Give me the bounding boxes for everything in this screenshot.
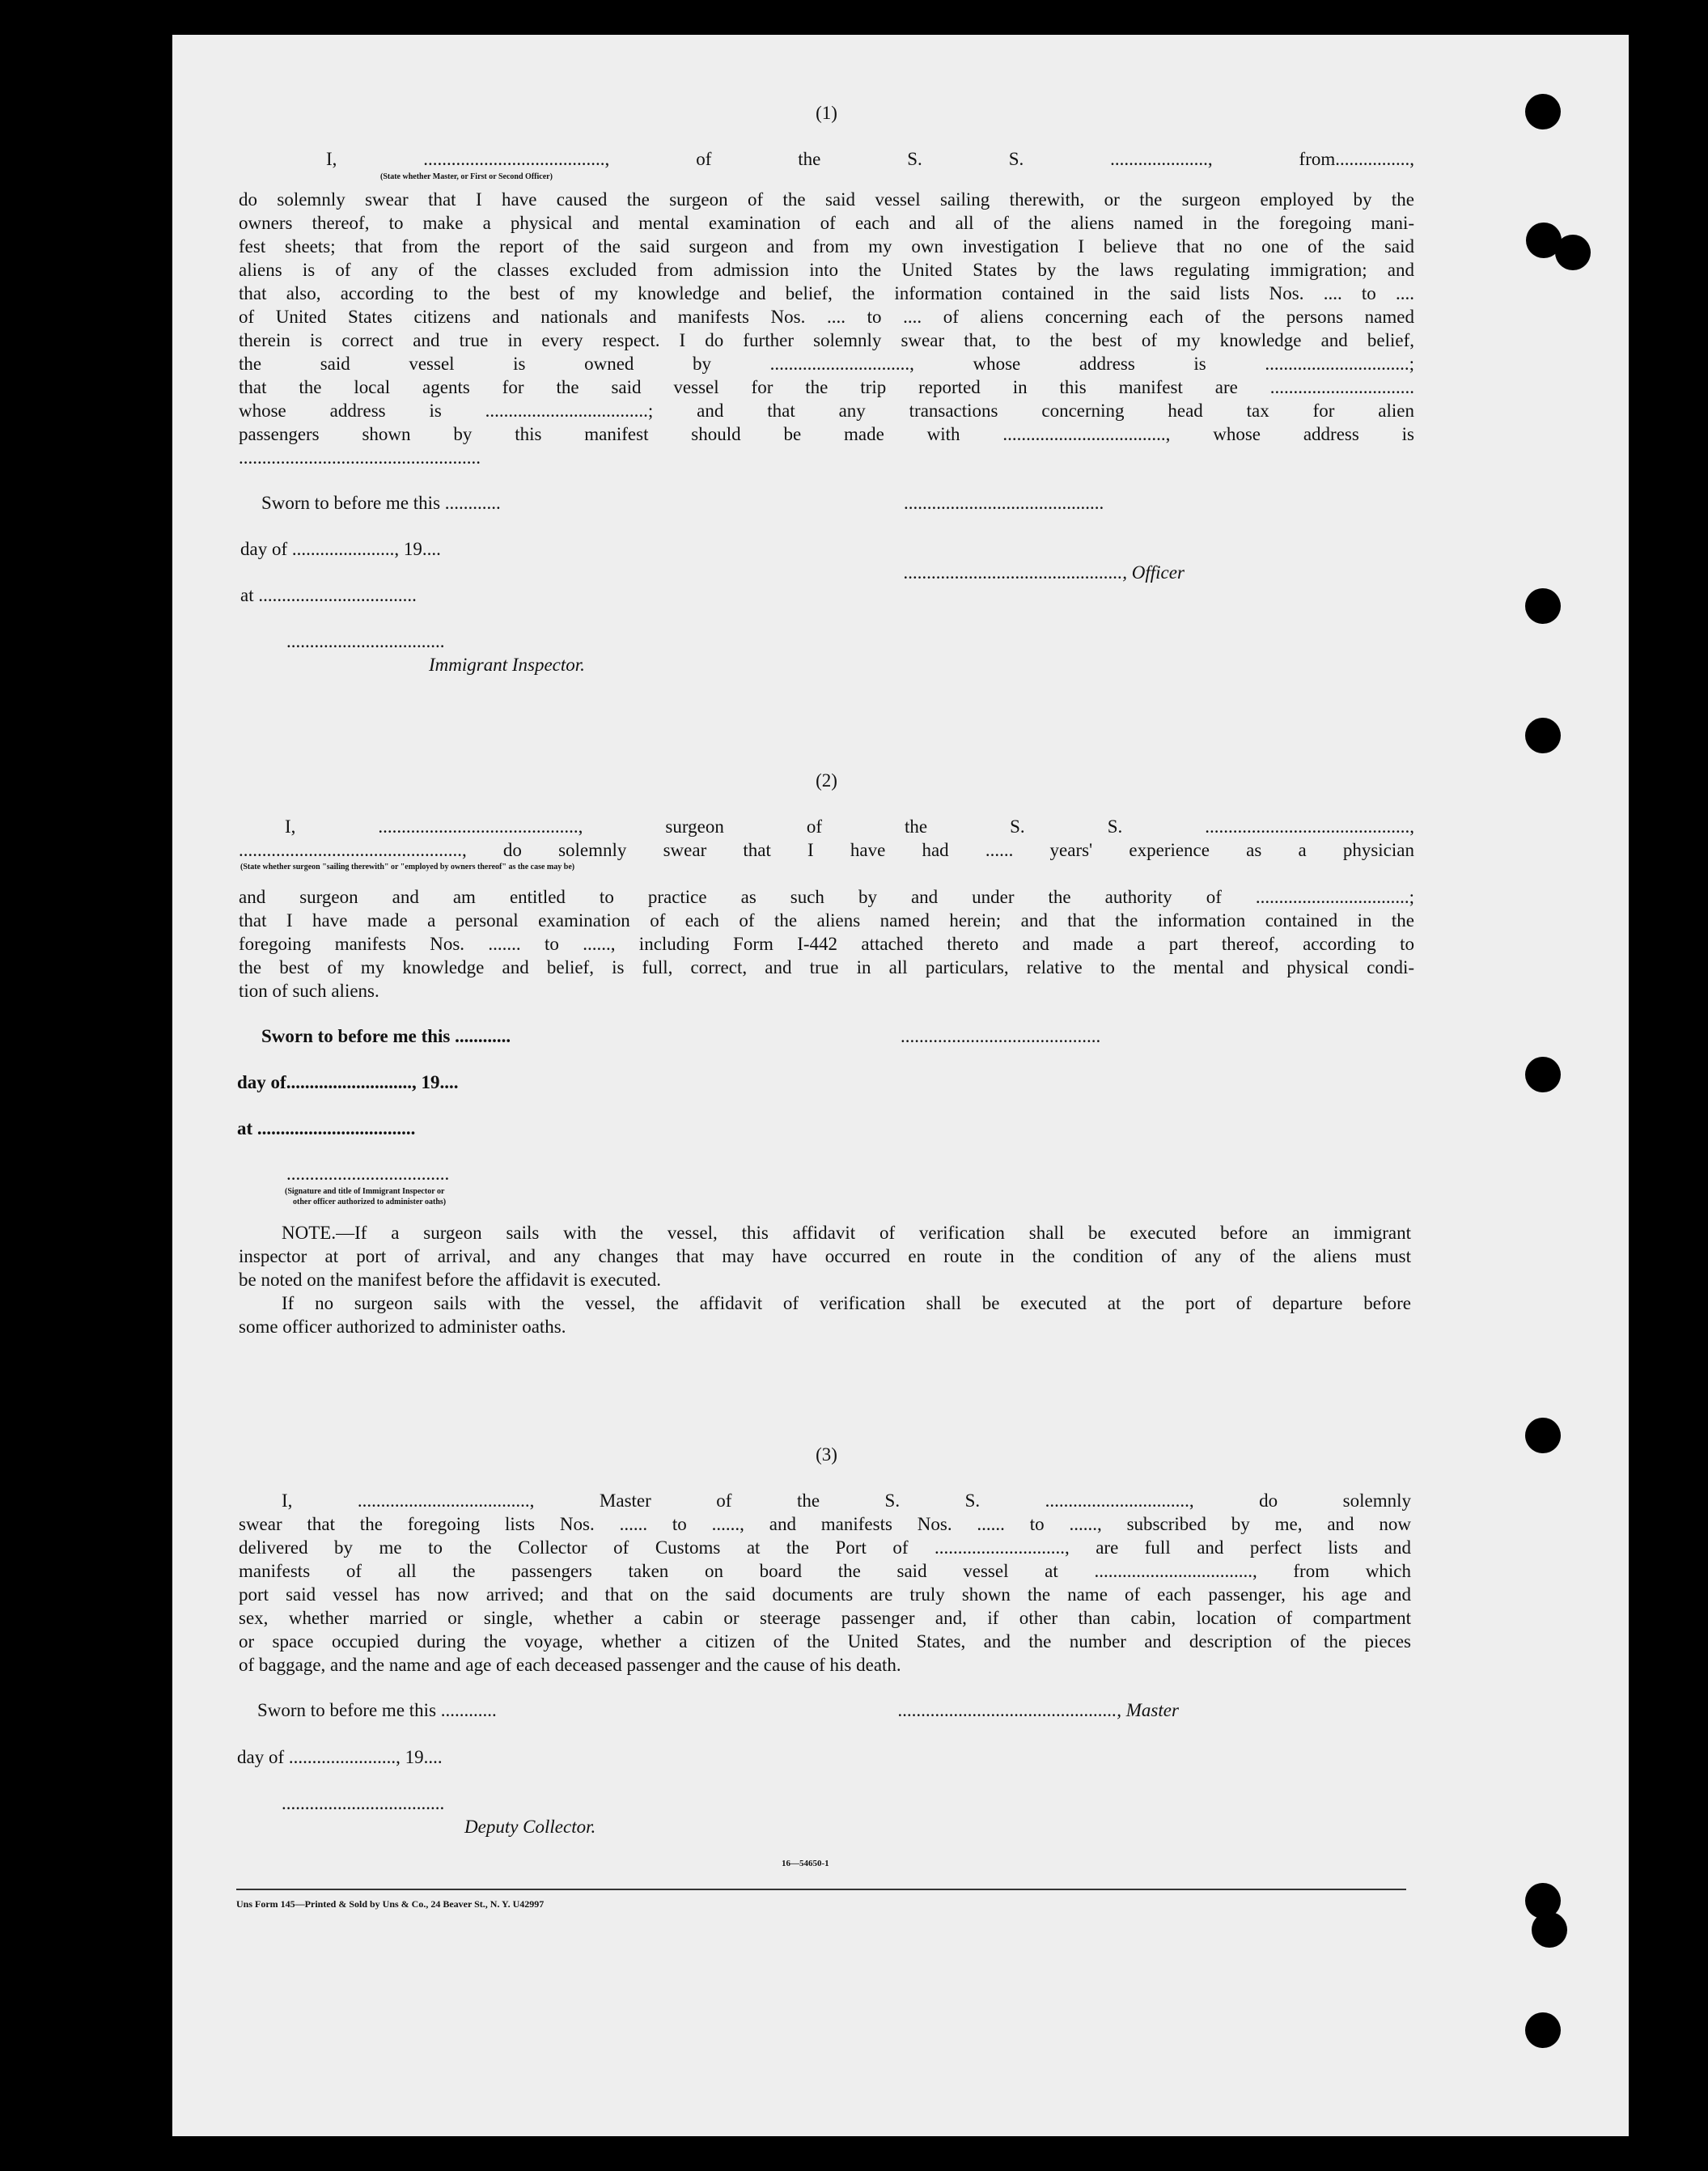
punch-hole bbox=[1525, 2012, 1561, 2048]
punch-hole bbox=[1525, 94, 1561, 129]
section-1-heading: (1) bbox=[816, 103, 837, 123]
section-1-body-line: .................................................... bbox=[239, 447, 481, 468]
section-1-body-line: whose address is ...................................; and that any transactions concerning head tax for alien bbox=[239, 401, 1414, 421]
section-2-sworn: Sworn to before me this ............ bbox=[261, 1026, 511, 1046]
section-3-body-line: swear that the foregoing lists Nos. ...... to ......, and manifests Nos. ...... to ......, subscribed by me, and now bbox=[239, 1514, 1411, 1534]
section-2-note-line: If no surgeon sails with the vessel, the affidavit of verification shall be executed at the port of departure before bbox=[282, 1293, 1411, 1313]
section-3-heading: (3) bbox=[816, 1444, 837, 1465]
section-3-body-line: or space occupied during the voyage, whether a citizen of the United States, and the number and description of the pieces bbox=[239, 1631, 1411, 1652]
section-1-caption: (State whether Master, or First or Second Officer) bbox=[380, 172, 553, 181]
section-2-surgeon-dots: ........................................... bbox=[901, 1026, 1101, 1046]
section-1-sworn: Sworn to before me this ............ bbox=[261, 493, 501, 513]
section-2-body-line: that I have made a personal examination of each of the aliens named herein; and that the information contained in the bbox=[239, 910, 1414, 931]
footer-rule bbox=[236, 1889, 1406, 1890]
form-code: 16—54650-1 bbox=[782, 1859, 829, 1868]
punch-hole bbox=[1555, 235, 1591, 270]
section-3-body-line: of baggage, and the name and age of each deceased passenger and the cause of his death. bbox=[239, 1655, 901, 1675]
section-2-body-line: and surgeon and am entitled to practice as such by and under the authority of .................................; bbox=[239, 887, 1414, 907]
section-3-collector-dots: ................................... bbox=[282, 1793, 445, 1813]
section-3-body-line: I, ....................................., Master of the S. S. ..............................., do solemnly bbox=[282, 1490, 1411, 1511]
section-2-signature-dots: ................................... bbox=[286, 1164, 450, 1184]
section-1-body-line: fest sheets; that from the report of the said surgeon and from my own investigation I believe that no one of the said bbox=[239, 236, 1414, 257]
section-2-opening-line: I, ..........................................., surgeon of the S. S. ............................................, bbox=[285, 816, 1414, 837]
section-2-opening-line: ................................................, do solemnly swear that I have had ...... years' experience as a physician bbox=[239, 840, 1414, 860]
section-3-body-line: sex, whether married or single, whether a cabin or steerage passenger and, if other than cabin, location of compartment bbox=[239, 1608, 1411, 1628]
section-3-master-signature: ..............................................., Master bbox=[898, 1700, 1179, 1720]
section-2-heading: (2) bbox=[816, 770, 837, 791]
section-1-body-line: therein is correct and true in every respect. I do further solemnly swear that, to the best of my knowledge and belief, bbox=[239, 330, 1414, 350]
section-1-body-line: that the local agents for the said vessel for the trip reported in this manifest are ............................... bbox=[239, 377, 1414, 397]
section-1-body-line: the said vessel is owned by .............................., whose address is ...............................; bbox=[239, 354, 1414, 374]
section-2-note-line: some officer authorized to administer oaths. bbox=[239, 1317, 566, 1337]
section-3-collector-label: Deputy Collector. bbox=[464, 1817, 596, 1837]
section-2-note-line: NOTE.—If a surgeon sails with the vessel, this affidavit of verification shall be executed before an immigrant bbox=[282, 1223, 1411, 1243]
section-2-signature-caption: other officer authorized to administer oaths) bbox=[293, 1198, 447, 1206]
section-3-sworn: Sworn to before me this ............ bbox=[257, 1700, 497, 1720]
punch-hole bbox=[1525, 1418, 1561, 1453]
section-3-body-line: manifests of all the passengers taken on board the said vessel at .................................., from which bbox=[239, 1561, 1411, 1581]
section-2-caption: (State whether surgeon "sailing therewith" or "employed by owners thereof" as the case may be) bbox=[240, 863, 575, 871]
section-1-body-line: of United States citizens and nationals and manifests Nos. .... to .... of aliens concerning each of the persons named bbox=[239, 307, 1414, 327]
punch-hole bbox=[1525, 1057, 1561, 1092]
section-2-signature-caption: (Signature and title of Immigrant Inspector or bbox=[285, 1187, 445, 1196]
section-2-at: at .................................. bbox=[237, 1118, 416, 1139]
section-1-body-line: that also, according to the best of my knowledge and belief, the information contained in the said lists Nos. .... to .... bbox=[239, 283, 1414, 303]
punch-hole bbox=[1532, 1912, 1567, 1948]
section-2-body-line: tion of such aliens. bbox=[239, 981, 379, 1001]
section-1-body-line: do solemnly swear that I have caused the surgeon of the said vessel sailing therewith, or the surgeon employed by the bbox=[239, 189, 1414, 210]
section-2-note-line: be noted on the manifest before the affidavit is executed. bbox=[239, 1270, 661, 1290]
printer-imprint: Uns Form 145—Printed & Sold by Uns & Co., 24 Beaver St., N. Y. U42997 bbox=[236, 1898, 545, 1910]
section-1-day-of: day of ......................, 19.... bbox=[240, 539, 441, 559]
section-1-body-line: aliens is of any of the classes excluded from admission into the United States by the laws regulating immigration; and bbox=[239, 260, 1414, 280]
section-1-body-line: passengers shown by this manifest should be made with ..................................., whose address is bbox=[239, 424, 1414, 444]
section-2-body-line: foregoing manifests Nos. ....... to ......, including Form I-442 attached thereto and made a part thereof, according to bbox=[239, 934, 1414, 954]
section-2-day-of: day of..........................., 19.... bbox=[237, 1072, 459, 1092]
section-3-day-of: day of ......................., 19.... bbox=[237, 1747, 443, 1767]
section-1-opening-line: I, ......................................., of the S. S. ....................., from................, bbox=[326, 149, 1414, 169]
section-1-body-line: owners thereof, to make a physical and mental examination of each and all of the aliens named in the foregoing mani- bbox=[239, 213, 1414, 233]
punch-hole bbox=[1525, 588, 1561, 624]
section-3-body-line: port said vessel has now arrived; and that on the said documents are truly shown the name of each passenger, his age and bbox=[239, 1584, 1411, 1605]
section-1-inspector-dots: .................................. bbox=[286, 631, 445, 651]
punch-hole bbox=[1525, 718, 1561, 753]
section-2-body-line: the best of my knowledge and belief, is full, correct, and true in all particulars, relative to the mental and physical condi- bbox=[239, 957, 1414, 977]
section-1-at: at .................................. bbox=[240, 585, 417, 605]
section-3-body-line: delivered by me to the Collector of Customs at the Port of ............................, are full and perfect lists and bbox=[239, 1537, 1411, 1558]
section-1-officer-signature: ..............................................., Officer bbox=[904, 562, 1185, 583]
section-1-inspector-label: Immigrant Inspector. bbox=[429, 655, 585, 675]
section-1-officer-dots: ........................................... bbox=[904, 493, 1104, 513]
section-2-note-line: inspector at port of arrival, and any changes that may have occurred en route in the condition of any of the aliens must bbox=[239, 1246, 1411, 1266]
